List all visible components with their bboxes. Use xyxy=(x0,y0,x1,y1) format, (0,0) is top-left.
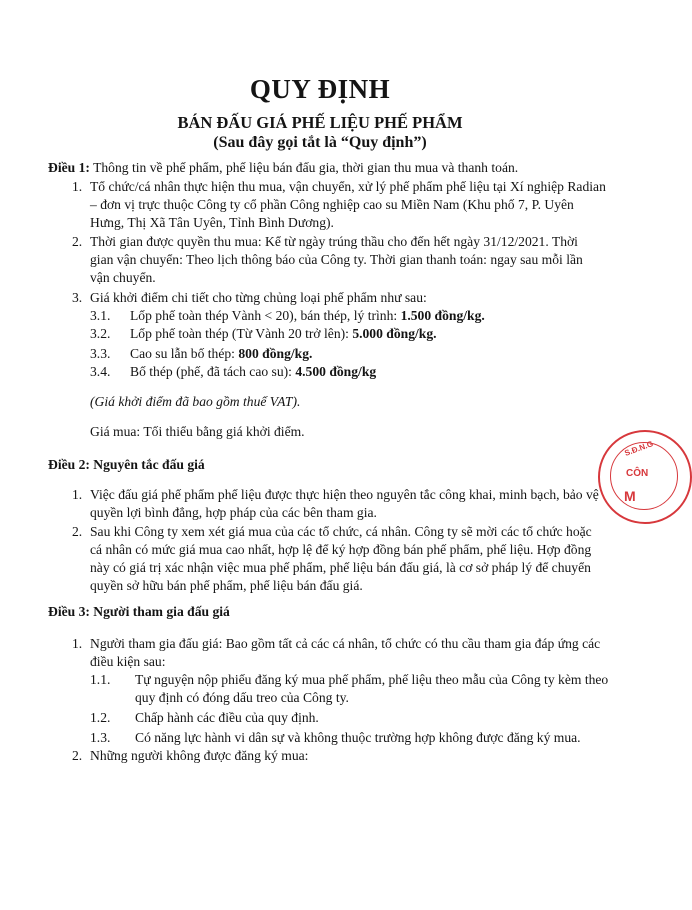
article-2-item-2-line-2: cá nhân có mức giá mua cao nhất, hợp lệ để ký hợp đồng bán phế phẩm, phế liệu. Hợp đồng xyxy=(90,542,592,557)
condition-number: 1.1. xyxy=(90,672,111,687)
price-item-number: 3.3. xyxy=(90,346,111,361)
condition-number: 1.3. xyxy=(90,730,111,745)
article-3-heading: Điều 3: Người tham gia đấu giá xyxy=(48,604,230,619)
article-1-item-2-number: 2. xyxy=(72,234,83,249)
company-stamp xyxy=(598,430,692,524)
minimum-price-note: Giá mua: Tối thiểu bằng giá khởi điểm. xyxy=(90,424,305,439)
condition-line-1: Chấp hành các điều của quy định. xyxy=(135,710,319,725)
article-1-text: Thông tin về phế phẩm, phế liệu bán đấu gia, thời gian thu mua và thanh toán. xyxy=(89,160,519,175)
article-1-item-2-line-3: vận chuyển. xyxy=(90,270,156,285)
article-1-item-1-line-1: Tổ chức/cá nhân thực hiện thu mua, vận chuyển, xử lý phế phẩm phế liệu tại Xí nghiệp Radian xyxy=(90,179,606,194)
price-item-value: 800 đồng/kg. xyxy=(238,346,313,361)
price-item-value: 5.000 đồng/kg. xyxy=(352,326,437,341)
price-item-text: Bố thép (phế, đã tách cao su): xyxy=(130,364,296,379)
article-2-item-2-line-4: quyền sở hữu bán phế phẩm, phế liệu bán đấu giá. xyxy=(90,578,363,593)
article-1-item-2-line-2: gian vận chuyển: Theo lịch thông báo của Công ty. Thời gian thanh toán: ngay sau mỗi lần xyxy=(90,252,583,267)
article-3-item-1-line-2: điều kiện sau: xyxy=(90,654,166,669)
document-subtitle-note: (Sau đây gọi tắt là “Quy định”) xyxy=(213,134,427,151)
price-item xyxy=(130,364,376,380)
article-3-item-2-line-1: Những người không được đăng ký mua: xyxy=(90,748,309,763)
condition-line-2: quy định có đóng dấu treo của Công ty. xyxy=(135,690,349,705)
stamp-middle-text: CÔN xyxy=(626,468,649,479)
price-item-value: 4.500 đồng/kg xyxy=(295,364,377,379)
price-item-number: 3.2. xyxy=(90,326,111,341)
price-item xyxy=(130,308,485,324)
article-3-item-1-number: 1. xyxy=(72,636,83,651)
article-1-item-2-line-1: Thời gian được quyền thu mua: Kể từ ngày trúng thầu cho đến hết ngày 31/12/2021. Thời xyxy=(90,234,578,249)
price-item-text: Lốp phế toàn thép (Từ Vành 20 trở lên): xyxy=(130,326,353,341)
article-2-item-1-number: 1. xyxy=(72,487,83,502)
condition-number: 1.2. xyxy=(90,710,111,725)
stamp-letter: M xyxy=(624,488,636,504)
article-2-item-2-number: 2. xyxy=(72,524,83,539)
article-2-heading: Điều 2: Nguyên tắc đấu giá xyxy=(48,457,205,472)
article-1-item-1-line-2: – đơn vị trực thuộc Công ty cổ phần Công nghiệp cao su Miền Nam (Khu phố 7, P. Uyên xyxy=(90,197,574,212)
vat-note: (Giá khởi điểm đã bao gồm thuế VAT). xyxy=(90,394,301,409)
article-1-item-1-line-3: Hưng, Thị Xã Tân Uyên, Tỉnh Bình Dương). xyxy=(90,215,334,230)
price-item-number: 3.1. xyxy=(90,308,111,323)
article-1-item-1-number: 1. xyxy=(72,179,83,194)
article-1-item-3-line-1: Giá khởi điểm chi tiết cho từng chủng loại phế phẩm như sau: xyxy=(90,290,427,305)
article-2-item-2-line-3: này có giá trị xác nhận việc mua phế phẩm, phế liệu bán đấu giá, là cơ sở pháp lý để chuyển xyxy=(90,560,591,575)
price-item xyxy=(130,326,437,342)
article-2-item-1-line-1: Việc đấu giá phế phẩm phế liệu được thực hiện theo nguyên tắc công khai, minh bạch, bảo vệ xyxy=(90,487,599,502)
article-1-label: Điều 1: xyxy=(48,160,90,175)
document-subtitle: BÁN ĐẤU GIÁ PHẾ LIỆU PHẾ PHẨM xyxy=(177,113,463,132)
condition-line-1: Tự nguyện nộp phiếu đăng ký mua phế phẩm, phế liệu theo mẫu của Công ty kèm theo xyxy=(135,672,609,687)
price-item-text: Cao su lẫn bố thép: xyxy=(130,346,239,361)
article-2-item-1-line-2: quyền lợi bình đẳng, hợp pháp của các bên tham gia. xyxy=(90,505,377,520)
price-item-text: Lốp phế toàn thép Vành < 20), bán thép, lý trình: xyxy=(130,308,401,323)
article-1-heading xyxy=(48,160,518,176)
article-3-item-2-number: 2. xyxy=(72,748,83,763)
condition-line-1: Có năng lực hành vi dân sự và không thuộc trường hợp không được đăng ký mua. xyxy=(135,730,581,745)
price-item xyxy=(130,346,312,362)
article-3-item-1-line-1: Người tham gia đấu giá: Bao gồm tất cả các cá nhân, tổ chức có thu cầu tham gia đáp ứng các xyxy=(90,636,601,651)
document-title: QUY ĐỊNH xyxy=(249,74,391,104)
stamp-ring-text: S.Đ.N.G xyxy=(623,439,655,458)
article-1-item-3-number: 3. xyxy=(72,290,83,305)
price-item-number: 3.4. xyxy=(90,364,111,379)
price-item-value: 1.500 đồng/kg. xyxy=(400,308,485,323)
article-2-item-2-line-1: Sau khi Công ty xem xét giá mua của các tổ chức, cá nhân. Công ty sẽ mời các tổ chức hoặc xyxy=(90,524,592,539)
